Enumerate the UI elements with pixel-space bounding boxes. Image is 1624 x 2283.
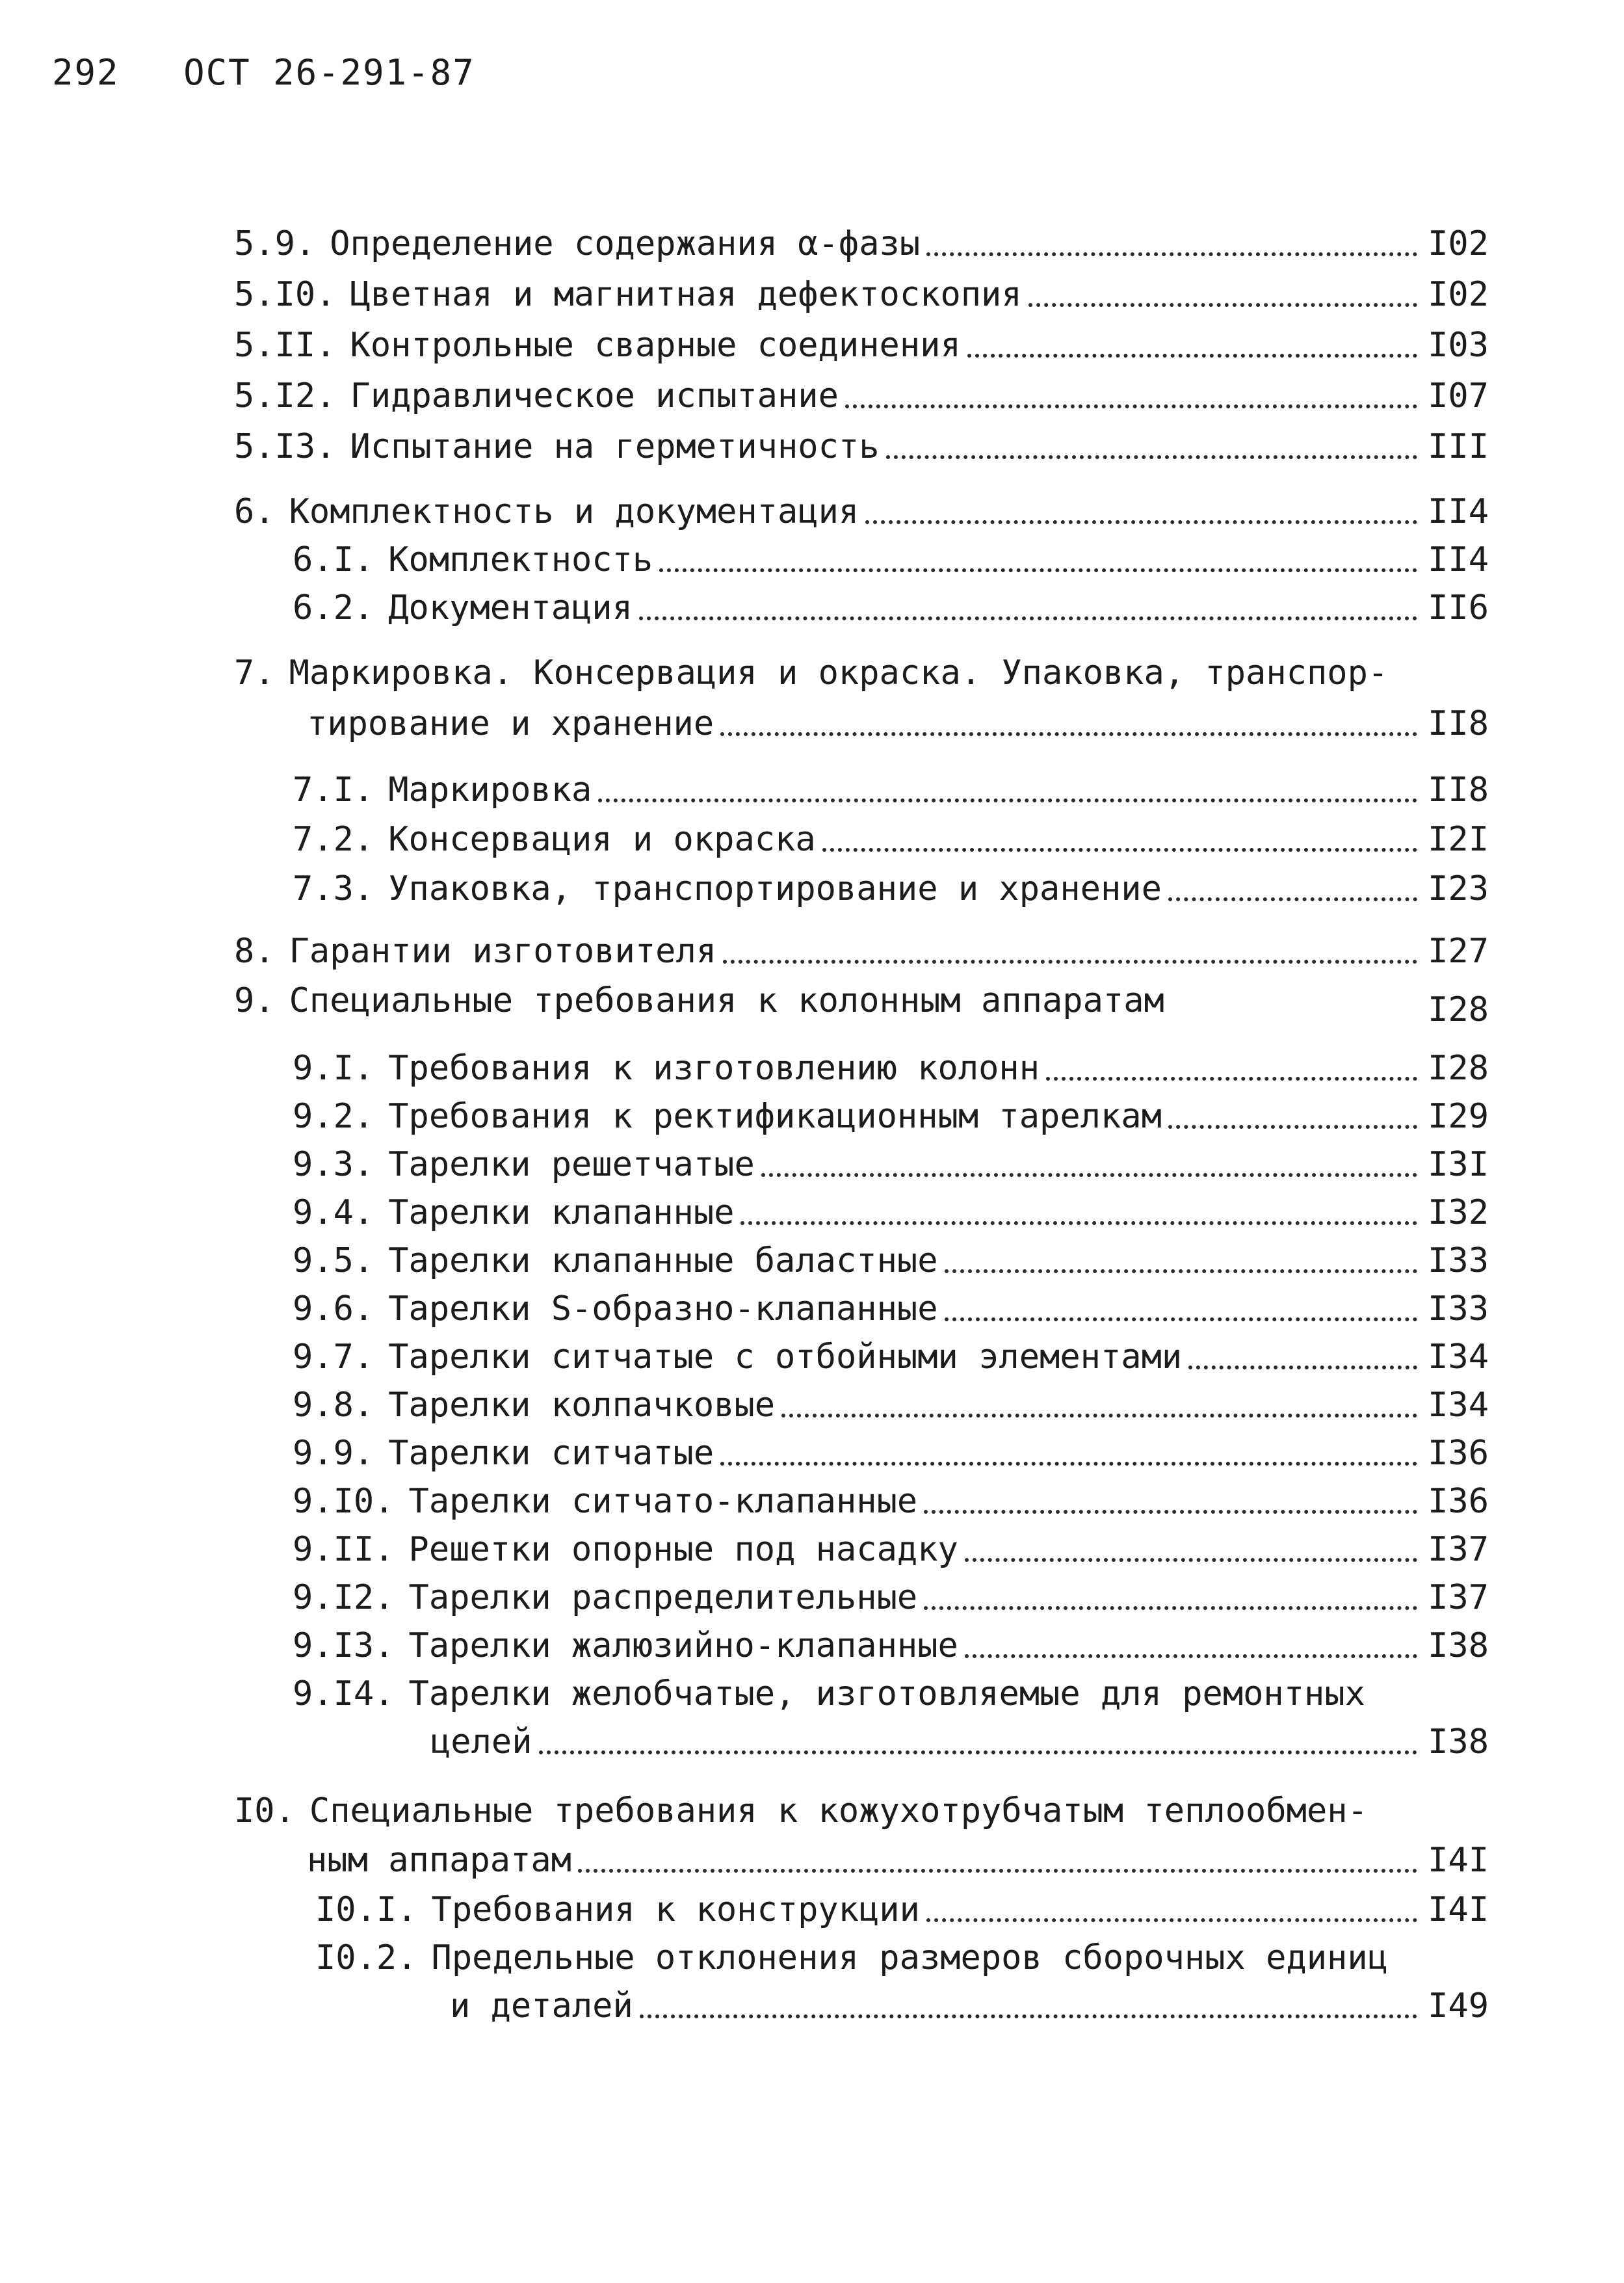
toc-entry-9-11[interactable]: 9.II. Решетки опорные под насадку I37	[293, 1530, 1489, 1569]
dot-leader	[924, 1510, 1417, 1514]
dot-leader	[924, 1606, 1417, 1610]
dot-leader	[965, 1558, 1417, 1562]
dot-leader	[723, 960, 1417, 964]
toc-entry-6-2[interactable]: 6.2. Документация II6	[293, 588, 1489, 627]
dot-leader	[865, 520, 1417, 524]
dot-leader	[1188, 1366, 1417, 1369]
standard-code: ОСТ 26-291-87	[183, 52, 475, 93]
toc-entry-5-10[interactable]: 5.I0. Цветная и магнитная дефектоскопия I02	[234, 275, 1489, 314]
toc-entry-10-cont[interactable]: ным аппаратам I4I	[307, 1841, 1489, 1880]
dot-leader	[1046, 1077, 1417, 1081]
dot-leader	[578, 1869, 1417, 1873]
dot-leader	[539, 1750, 1417, 1754]
dot-leader	[720, 732, 1417, 736]
dot-leader	[926, 252, 1417, 256]
dot-leader	[945, 1269, 1417, 1273]
dot-leader	[659, 568, 1417, 572]
dot-leader	[926, 1918, 1417, 1922]
toc-entry-5-13[interactable]: 5.I3. Испытание на герметичность III	[234, 427, 1489, 466]
toc-entry-9-8[interactable]: 9.8. Тарелки колпачковые I34	[293, 1386, 1489, 1425]
dot-leader	[1028, 303, 1417, 307]
toc-entry-9-2[interactable]: 9.2. Требования к ректификационным тарелкам I29	[293, 1097, 1489, 1136]
toc-entry-9-13[interactable]: 9.I3. Тарелки жалюзийно-клапанные I38	[293, 1626, 1489, 1665]
toc-entry-5-9[interactable]: 5.9. Определение содержания α-фазы I02	[234, 224, 1489, 263]
toc-entry-6-1[interactable]: 6.I. Комплектность II4	[293, 540, 1489, 579]
dot-leader	[639, 616, 1417, 620]
toc-entry-7[interactable]: 7. Маркировка. Консервация и окраска. Упаковка, транспор-	[234, 653, 1389, 693]
toc-entry-7-2[interactable]: 7.2. Консервация и окраска I2I	[293, 820, 1489, 859]
toc-entry-10-2-cont[interactable]: и деталей I49	[450, 1986, 1489, 2026]
dot-leader	[1168, 897, 1417, 901]
toc-entry-9-3[interactable]: 9.3. Тарелки решетчатые I3I	[293, 1145, 1489, 1184]
toc-entry-5-11[interactable]: 5.II. Контрольные сварные соединения I03	[234, 326, 1489, 365]
toc-entry-10[interactable]: I0. Специальные требования к кожухотрубчатым теплообмен-	[234, 1791, 1368, 1830]
toc-entry-9-4[interactable]: 9.4. Тарелки клапанные I32	[293, 1193, 1489, 1232]
dot-leader	[965, 1654, 1417, 1658]
toc-entry-9-14[interactable]: 9.I4. Тарелки желобчатые, изготовляемые для ремонтных	[293, 1674, 1365, 1713]
dot-leader	[720, 1462, 1417, 1466]
dot-leader	[761, 1173, 1417, 1177]
toc-entry-5-12[interactable]: 5.I2. Гидравлическое испытание I07	[234, 376, 1489, 416]
toc-entry-7-3[interactable]: 7.3. Упаковка, транспортирование и хранение I23	[293, 869, 1489, 908]
toc-entry-9-12[interactable]: 9.I2. Тарелки распределительные I37	[293, 1578, 1489, 1617]
toc-entry-9-5[interactable]: 9.5. Тарелки клапанные баластные I33	[293, 1241, 1489, 1280]
toc-entry-9-10[interactable]: 9.I0. Тарелки ситчато-клапанные I36	[293, 1482, 1489, 1521]
toc-entry-9-6[interactable]: 9.6. Тарелки S-образно-клапанные I33	[293, 1289, 1489, 1328]
toc-entry-7-cont[interactable]: тирование и хранение II8	[307, 704, 1489, 743]
page-header	[52, 52, 517, 93]
dot-leader	[1168, 1125, 1417, 1129]
toc-entry-9-1[interactable]: 9.I. Требования к изготовлению колонн I28	[293, 1049, 1489, 1088]
toc-entry-9-9[interactable]: 9.9. Тарелки ситчатые I36	[293, 1434, 1489, 1473]
dot-leader	[598, 798, 1417, 802]
dot-leader	[740, 1221, 1417, 1225]
toc-entry-10-2[interactable]: I0.2. Предельные отклонения размеров сборочных единиц	[315, 1938, 1388, 1977]
toc-entry-9[interactable]: 9. Специальные требования к колонным аппаратам I28	[234, 981, 1489, 1029]
toc-entry-6[interactable]: 6. Комплектность и документация II4	[234, 492, 1489, 531]
dot-leader	[781, 1414, 1417, 1418]
page-number: 292	[52, 52, 120, 93]
toc-entry-9-14-cont[interactable]: целей I38	[430, 1722, 1489, 1762]
dot-leader	[945, 1317, 1417, 1321]
toc-entry-7-1[interactable]: 7.I. Маркировка II8	[293, 771, 1489, 810]
dot-leader	[845, 404, 1417, 408]
toc-entry-10-1[interactable]: I0.I. Требования к конструкции I4I	[315, 1890, 1489, 1929]
dot-leader	[640, 2014, 1417, 2018]
dot-leader	[822, 848, 1417, 852]
dot-leader	[967, 354, 1417, 358]
toc-entry-8[interactable]: 8. Гарантии изготовителя I27	[234, 932, 1489, 971]
toc-entry-9-7[interactable]: 9.7. Тарелки ситчатые с отбойными элементами I34	[293, 1338, 1489, 1377]
dot-leader	[886, 455, 1417, 459]
